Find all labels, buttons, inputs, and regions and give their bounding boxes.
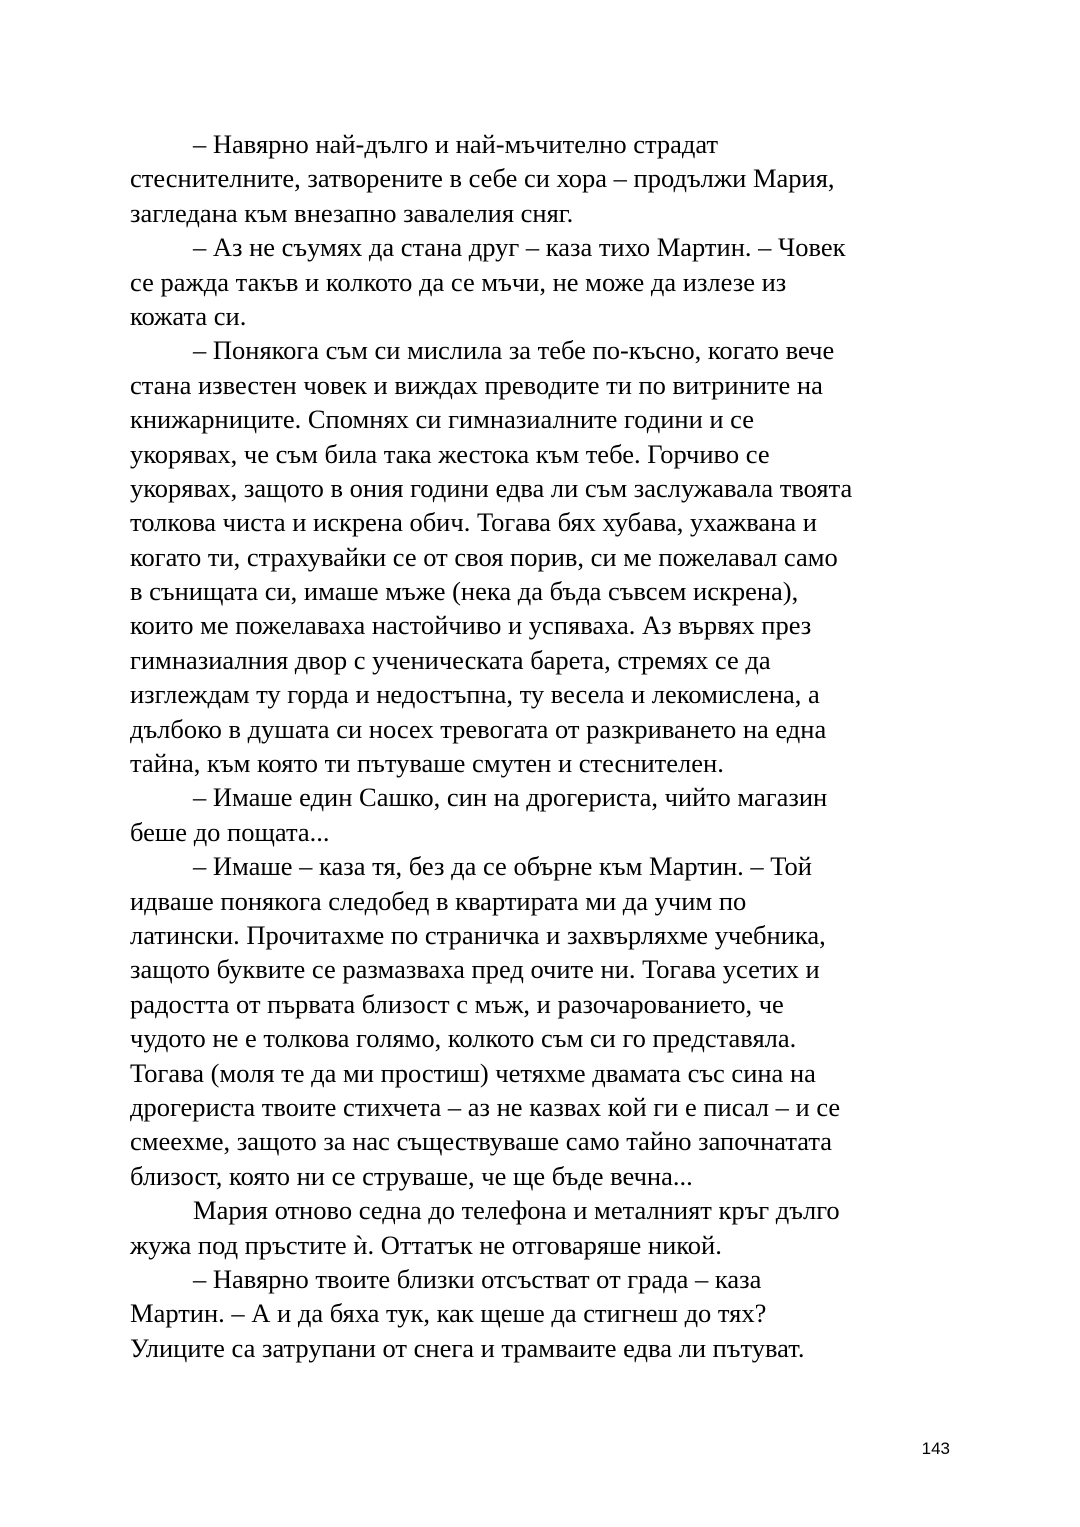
text-line: изглеждам ту горда и недостъпна, ту весела и лекомислена, а bbox=[130, 679, 820, 710]
page-number: 143 bbox=[921, 1439, 950, 1458]
text-line: латински. Прочитахме по страничка и захвърляхме учебника, bbox=[130, 919, 826, 950]
paragraph-first-line: – Навярно твоите близки отсъстват от града – каза bbox=[193, 1263, 762, 1294]
text-line: дълбоко в душата си носех тревогата от разкриването на една bbox=[130, 713, 827, 744]
paragraph-first-line: – Имаше един Сашко, син на дрогериста, чийто магазин bbox=[193, 782, 828, 813]
text-line: близост, която ни се струваше, че ще бъде вечна... bbox=[130, 1160, 693, 1191]
text-line: Мартин. – А и да бяха тук, как щеше да стигнеш до тях? bbox=[130, 1298, 767, 1329]
text-line: загледана към внезапно завалелия сняг. bbox=[130, 197, 574, 228]
paragraph-first-line: – Аз не съумях да стана друг – каза тихо Мартин. – Човек bbox=[193, 232, 846, 263]
text-line: тайна, към която ти пътуваше смутен и стеснителен. bbox=[130, 748, 724, 779]
text-line: когато ти, страхувайки се от своя порив, си ме пожелавал само bbox=[130, 541, 838, 572]
paragraph-first-line: – Навярно най-дълго и най-мъчително страдат bbox=[193, 129, 719, 159]
text-line: идваше понякога следобед в квартирата ми да учим по bbox=[130, 885, 747, 916]
text-line: беше до пощата... bbox=[130, 816, 330, 847]
text-line: стеснителните, затворените в себе си хора – продължи Мария, bbox=[130, 163, 835, 194]
text-line: кожата си. bbox=[130, 300, 247, 331]
paragraph-first-line: Мария отново седна до телефона и металният кръг дълго bbox=[193, 1195, 840, 1226]
body-text bbox=[130, 127, 952, 1365]
text-line: смеехме, защото за нас съществуваше само тайно започнатата bbox=[130, 1126, 833, 1157]
text-line: дрогериста твоите стихчета – аз не казвах кой ги е писал – и се bbox=[130, 1091, 841, 1122]
text-line: стана известен човек и виждах преводите ти по витрините на bbox=[130, 369, 823, 400]
paragraph-first-line: – Имаше – каза тя, без да се обърне към Мартин. – Той bbox=[193, 851, 812, 882]
text-line: радостта от първата близост с мъж, и разочарованието, че bbox=[130, 988, 784, 1019]
text-line: укорявах, че съм била така жестока към тебе. Горчиво се bbox=[130, 438, 770, 469]
text-line: Улиците са затрупани от снега и трамваите едва ли пътуват. bbox=[130, 1332, 805, 1363]
text-line: гимназиалния двор с ученическата барета, стремях се да bbox=[130, 644, 771, 675]
text-line: защото буквите се размазваха пред очите ни. Тогава усетих и bbox=[130, 954, 820, 985]
text-line: книжарниците. Спомнях си гимназиалните години и се bbox=[130, 404, 755, 435]
text-line: в сънищата си, имаше мъже (нека да бъда съвсем искрена), bbox=[130, 576, 799, 607]
text-line: Тогава (моля те да ми простиш) четяхме двамата със сина на bbox=[130, 1057, 816, 1088]
text-line: чудото не е толкова голямо, колкото съм си го представяла. bbox=[130, 1023, 797, 1054]
text-line: които ме пожелаваха настойчиво и успяваха. Аз вървях през bbox=[130, 610, 812, 641]
paragraph-first-line: – Понякога съм си мислила за тебе по-късно, когато вече bbox=[193, 335, 835, 366]
text-line: толкова чиста и искрена обич. Тогава бях хубава, ухажвана и bbox=[130, 507, 817, 538]
text-line: укорявах, защото в ония години едва ли съм заслужавала твоята bbox=[130, 472, 853, 503]
text-line: жужа под пръстите ѝ. Оттатък не отговаряше никой. bbox=[130, 1229, 722, 1260]
text-line: се ражда такъв и колкото да се мъчи, не може да излезе из bbox=[130, 266, 787, 297]
